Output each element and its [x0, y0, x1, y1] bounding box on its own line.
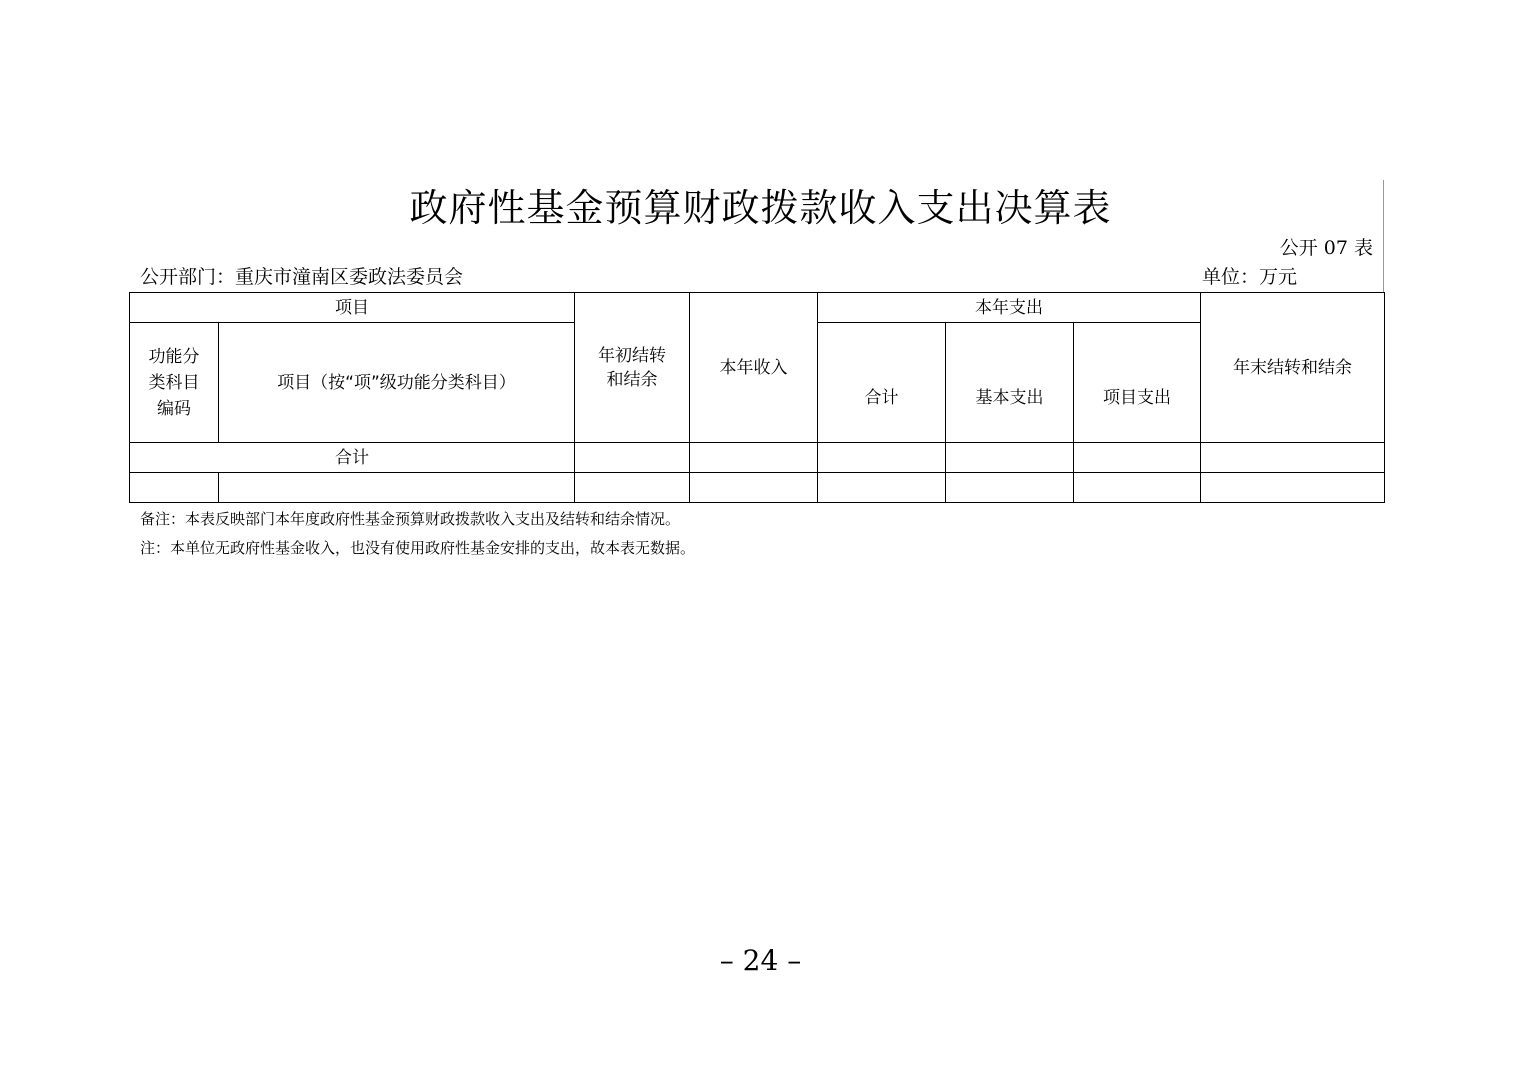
total-expense-basic — [946, 443, 1074, 473]
header-begin-balance-text: 年初结转和结余 — [598, 345, 666, 390]
header-item-name-text: 项目（按“项”级功能分类科目） — [277, 372, 516, 393]
table-row — [130, 473, 1385, 503]
no-data-note: 注：本单位无政府性基金收入，也没有使用政府性基金安排的支出，故本表无数据。 — [140, 539, 696, 557]
header-expense-basic-text: 基本支出 — [975, 387, 1044, 408]
header-expense-total-text: 合计 — [864, 387, 899, 408]
header-begin-balance — [575, 293, 690, 443]
header-expense-project-text: 项目支出 — [1103, 387, 1171, 408]
budget-table — [129, 292, 1385, 503]
form-number: 公开 07 表 — [1279, 237, 1373, 259]
row-income — [690, 473, 818, 503]
row-func-code — [130, 473, 219, 503]
row-expense-basic — [946, 473, 1074, 503]
total-expense-total — [818, 443, 946, 473]
row-expense-project — [1074, 473, 1201, 503]
header-row-1 — [130, 293, 1385, 323]
total-label: 合计 — [130, 443, 575, 473]
margin-rule — [1383, 180, 1384, 292]
header-end-balance: 年末结转和结余 — [1201, 293, 1385, 443]
header-func-code — [130, 323, 219, 443]
row-expense-total — [818, 473, 946, 503]
row-end-balance — [1201, 473, 1385, 503]
row-item-name — [219, 473, 575, 503]
total-end-balance — [1201, 443, 1385, 473]
header-expense-group: 本年支出 — [818, 293, 1201, 323]
page-number: – 24 – — [719, 944, 802, 977]
total-expense-project — [1074, 443, 1201, 473]
remark-note: 备注：本表反映部门本年度政府性基金预算财政拨款收入支出及结转和结余情况。 — [140, 510, 681, 528]
header-item-name — [219, 323, 575, 443]
total-income — [690, 443, 818, 473]
unit-label: 单位：万元 — [1202, 266, 1298, 288]
total-row — [130, 443, 1385, 473]
header-item-group: 项目 — [130, 293, 575, 323]
row-begin-balance — [575, 473, 690, 503]
header-func-code-text: 功能分类科目编码 — [148, 346, 200, 419]
header-expense-project — [1074, 323, 1201, 443]
total-begin-balance — [575, 443, 690, 473]
page-title: 政府性基金预算财政拨款收入支出决算表 — [409, 186, 1112, 230]
header-income: 本年收入 — [690, 293, 818, 443]
header-expense-total — [818, 323, 946, 443]
department-label: 公开部门：重庆市潼南区委政法委员会 — [140, 266, 464, 288]
header-expense-basic — [946, 323, 1074, 443]
